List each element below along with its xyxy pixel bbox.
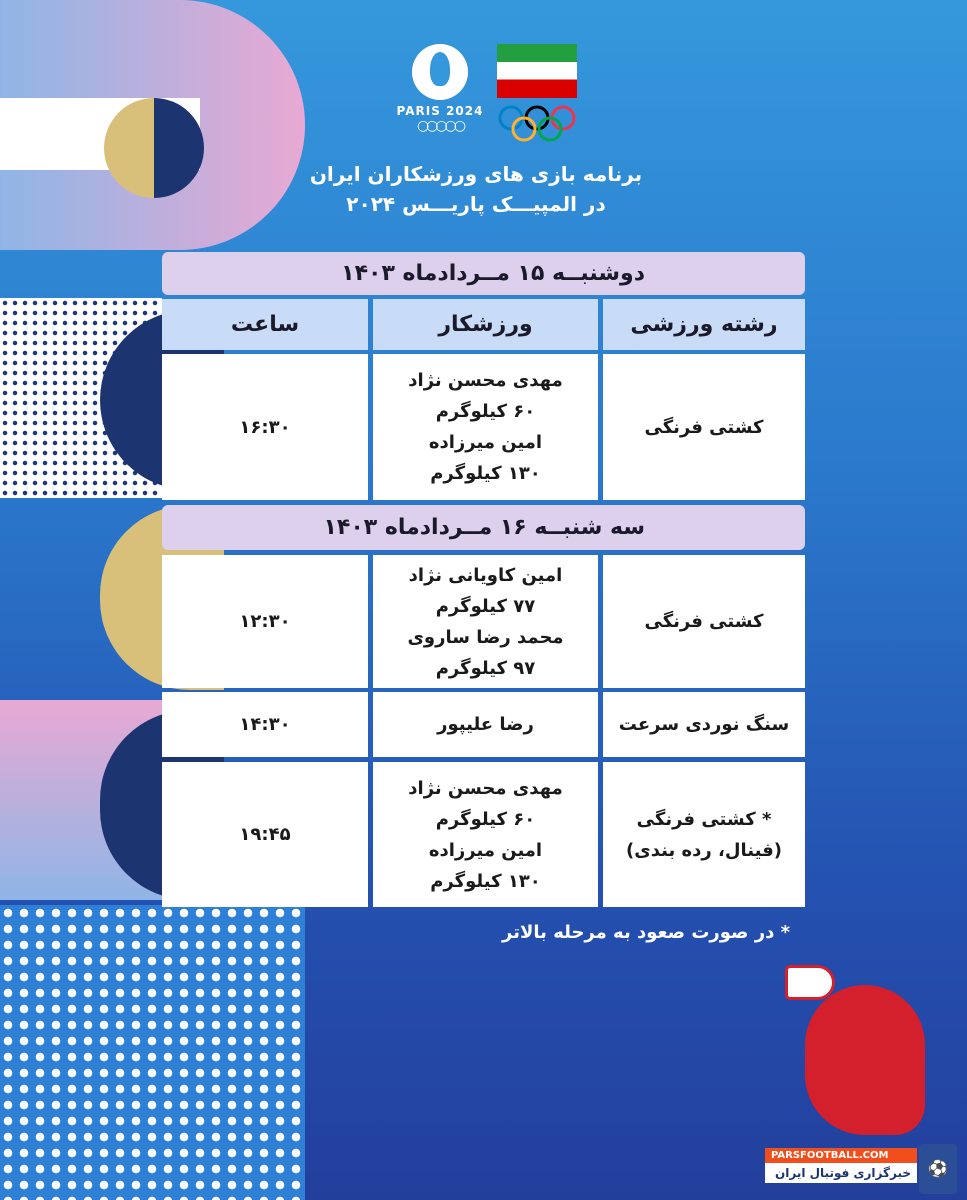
athlete-cell <box>373 692 598 757</box>
megaphone-icon <box>785 965 835 1000</box>
athlete-text: ۶۰ کیلوگرم <box>435 808 536 830</box>
sport-text: کشتی فرنگی <box>644 416 764 438</box>
watermark <box>765 1148 957 1194</box>
athlete-text: ۱۳۰ کیلوگرم <box>430 463 541 484</box>
time-cell <box>162 692 368 757</box>
mascot-phryge <box>805 985 925 1135</box>
col-header-athlete: ورزشکار <box>373 299 598 350</box>
athlete-text: ۷۷ کیلوگرم <box>435 595 536 617</box>
athlete-text: مهدی محسن نژاد <box>408 370 563 391</box>
time-text: ۱۶:۳۰ <box>239 416 291 438</box>
athlete-cell <box>373 762 598 907</box>
iran-flag-icon <box>497 44 577 98</box>
time-text: ۱۴:۳۰ <box>239 714 291 735</box>
time-text: ۱۲:۳۰ <box>239 611 291 632</box>
athlete-cell <box>373 354 598 500</box>
watermark-name: خبرگزاری فوتبال ایران <box>765 1163 917 1183</box>
decor-gold-circle <box>104 98 204 198</box>
day-header-1: دوشنبــه ۱۵ مــرداد‌ماه ۱۴۰۳ <box>162 252 805 295</box>
sport-cell <box>603 555 805 688</box>
athlete-text: ۹۷ کیلوگرم <box>435 657 536 679</box>
athlete-text: امین میرزاده <box>428 432 543 453</box>
title-line-1: برنامه بازی های ورزشکاران ایران <box>309 162 643 186</box>
title-line-2: در المپیـــک پاریـــس ۲۰۲۴ <box>346 192 606 216</box>
day-header-2: سه شنبــه ۱۶ مــرداد‌ماه ۱۴۰۳ <box>162 505 805 550</box>
watermark-site: PARSFOOTBALL.COM <box>765 1148 917 1163</box>
time-cell <box>162 762 368 907</box>
sport-cell <box>603 692 805 757</box>
athlete-text: محمد رضا ساروی <box>407 626 564 648</box>
athlete-text: امین میرزاده <box>428 839 543 861</box>
sport-text: سنگ نوردی سرعت <box>618 714 790 735</box>
athlete-text: رضا علیپور <box>437 714 534 735</box>
olympic-rings-icon: ○○○○○ <box>416 118 464 134</box>
time-cell <box>162 555 368 688</box>
sport-text: * کشتی فرنگی <box>636 808 772 830</box>
athlete-text: امین کاویانی نژاد <box>408 564 563 586</box>
athlete-cell <box>373 555 598 688</box>
paris-2024-logo <box>390 44 490 134</box>
time-cell <box>162 354 368 500</box>
sport-note: (فینال، رده بندی) <box>626 839 782 861</box>
time-text: ۱۹:۴۵ <box>239 824 291 845</box>
athlete-text: ۶۰ کیلوگرم <box>435 401 536 422</box>
col-header-sport: رشته ورزشی <box>603 299 805 350</box>
col-header-time: ساعت <box>162 299 368 350</box>
athlete-text: مهدی محسن نژاد <box>408 777 563 799</box>
sport-cell <box>603 354 805 500</box>
logo-text: PARIS 2024 <box>396 104 484 118</box>
olympic-rings-color-icon <box>497 104 577 144</box>
athlete-text: ۱۳۰ کیلوگرم <box>430 870 541 892</box>
footballer-icon: ⚽ <box>919 1144 957 1194</box>
sport-text: کشتی فرنگی <box>644 611 764 632</box>
sport-cell <box>603 762 805 907</box>
footnote: * در صورت صعود به مرحله بالاتر <box>502 922 790 943</box>
decor-dots-2 <box>0 905 305 1200</box>
flame-icon <box>412 44 468 100</box>
